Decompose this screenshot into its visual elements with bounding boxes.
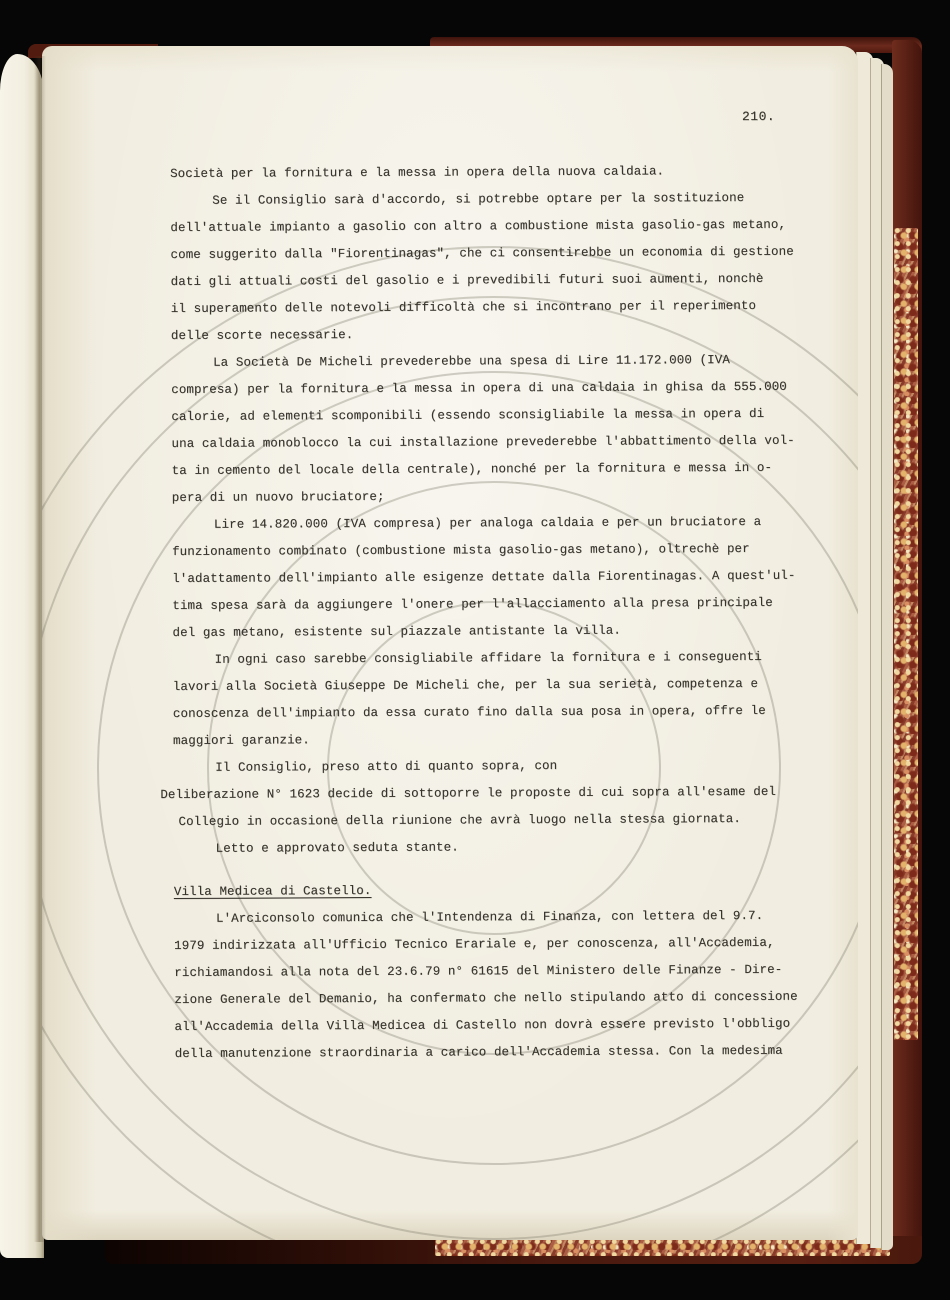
text-line: Se il Consiglio sarà d'accordo, si potrebbe optare per la sostituzione [212,190,745,208]
text-line: ta in cemento del locale della centrale), nonché per la fornitura e messa in o- [171,460,773,478]
text-line: all'Accademia della Villa Medicea di Castello non dovrà essere previsto l'obbligo [174,1016,791,1034]
text-line: Lire 14.820.000 (IVA compresa) per analoga caldaia e per un bruciatore a [213,514,762,532]
text-line: conoscenza dell'impianto da essa curato fino dalla sua posa in opera, offre le [172,703,766,721]
document-page [42,46,858,1240]
text-line: dati gli attuali costi del gasolio e i prevedibili futuri suoi aumenti, nonchè [170,271,764,289]
text-line: Società per la fornitura e la messa in opera della nuova caldaia. [170,164,665,181]
book-cover-bottom-edge [105,1236,922,1264]
text-line: calorie, ad elementi scomponibili (essendo sconsigliabile la messa in opera di [171,406,765,424]
text-line: In ogni caso sarebbe consigliabile affidare la fornitura e i conseguenti [214,649,762,667]
marbled-paper-bottom-edge [435,1239,890,1256]
text-line: pera di un nuovo bruciatore; [171,489,385,505]
text-line: maggiori garanzie. [173,733,310,748]
text-line: tima spesa sarà da aggiungere l'onere per l'allacciamento alla presa principale [172,595,773,613]
text-line: Il Consiglio, preso atto di quanto sopra, con [215,758,558,775]
text-block [160,158,843,1068]
text-line: delle scorte necessarie. [170,328,354,343]
text-line: come suggerito dalla "Fiorentinagas", che ci consentirebbe un economia di gestione [170,244,794,262]
text-line: l'adattamento dell'impianto alle esigenze dettate dalla Fiorentinagas. A quest'ul- [172,568,796,586]
text-line: una caldaia monoblocco la cui installazione prevederebbe l'abbattimento della vol- [171,433,795,451]
text-line: zione Generale del Demanio, ha confermato che nello stipulando atto di concessione [174,989,798,1007]
section-heading: Villa Medicea di Castello. [173,883,372,899]
marbled-paper-right-edge [894,228,918,1040]
text-line: Deliberazione N° 1623 decide di sottoporre le proposte di cui sopra all'esame del [160,784,777,803]
text-line: compresa) per la fornitura e la messa in opera di una caldaia in ghisa da 555.000 [171,379,787,397]
page-number: 210. [742,109,776,124]
binding-gutter-shadow [34,56,46,1242]
text-line: richiamandosi alla nota del 23.6.79 n° 61615 del Ministero delle Finanze - Dire- [174,962,783,980]
book-cover-right-edge [892,40,922,1262]
text-line: lavori alla Società Giuseppe De Micheli che, per la sua serietà, competenza e [172,676,759,694]
text-line: Letto e approvato seduta stante. [215,840,459,856]
text-line: della manutenzione straordinaria a carico dell'Accademia stessa. Con la medesima [174,1043,783,1061]
text-line: Collegio in occasione della riunione che avrà luogo nella stessa giornata. [178,812,741,829]
text-line: La Società De Micheli prevederebbe una spesa di Lire 11.172.000 (IVA [213,353,730,370]
text-line: 1979 indirizzata all'Ufficio Tecnico Erariale e, per conoscenza, all'Accademia, [174,935,775,953]
text-line: L'Arciconsolo comunica che l'Intendenza di Finanza, con lettera del 9.7. [215,908,764,926]
text-line: funzionamento combinato (combustione mista gasolio-gas metano), oltrechè per [172,541,750,559]
text-line: del gas metano, esistente sul piazzale antistante la villa. [172,623,621,640]
page-stack-edge [881,64,893,1250]
text-line: dell'attuale impianto a gasolio con altro a combustione mista gasolio-gas metano, [170,217,787,235]
text-line: il superamento delle notevoli difficoltà che si incontrano per il reperimento [170,298,757,316]
